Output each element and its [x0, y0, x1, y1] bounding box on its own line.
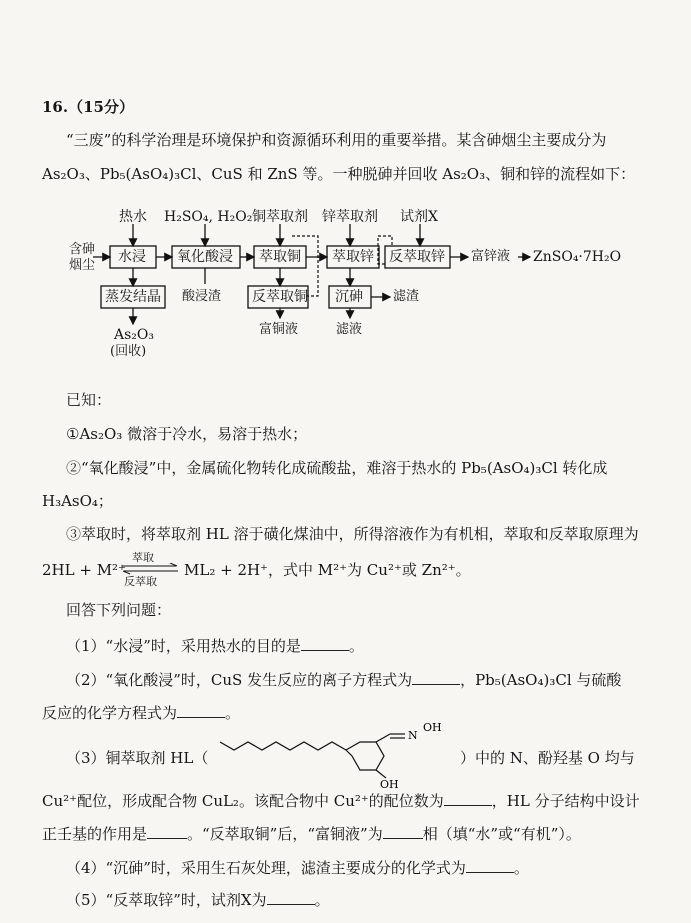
answer-blank-2b[interactable] [177, 703, 225, 718]
label-extract-cu: 萃取铜 [259, 249, 301, 265]
label-extract-zn: 萃取锌 [332, 249, 374, 265]
hl-molecule-structure [210, 720, 460, 790]
question-2a: （2）“氧化酸浸”时，CuS 发生反应的离子方程式为 ，Pb₅(AsO₄)₃Cl 与硫酸 [66, 671, 622, 689]
label-precip-as: 沉砷 [335, 289, 363, 305]
question-number: 16.（15分） [42, 98, 134, 116]
question-2c: 反应的化学方程式为 。 [42, 704, 241, 722]
label-zn-rich: 富锌液 [471, 249, 511, 264]
equation-left: 2HL + M²⁺ [42, 561, 126, 579]
question-3a: （3）铜萃取剂 HL（ [66, 749, 209, 767]
label-cu-rich: 富铜液 [259, 322, 299, 337]
feed-label-1: 含砷 [69, 242, 96, 257]
known-2a: ②“氧化酸浸”中，金属硫化物转化成硫酸盐，难溶于热水的 Pb₅(AsO₄)₃Cl 转化成 [66, 459, 608, 477]
question-3e: 正壬基的作用是 。“反萃取铜”后，“富铜液”为 相（填“水”或“有机”）。 [42, 825, 581, 843]
question-1: （1）“水浸”时，采用热水的目的是 。 [66, 637, 364, 655]
equation-arrow-top: 萃取 [132, 551, 154, 564]
answer-blank-3c[interactable] [383, 824, 423, 839]
answer-blank-3a[interactable] [444, 791, 492, 806]
reagent-acid: H₂SO₄, H₂O₂ [164, 209, 253, 225]
intro-line-1: “三废”的科学治理是环境保护和资源循环利用的重要举措。某含砷烟尘主要成分为 [66, 131, 607, 149]
molecule-oh-top: OH [423, 721, 442, 734]
equation-right: ML₂ + 2H⁺，式中 M²⁺为 Cu²⁺或 Zn²⁺。 [184, 561, 471, 579]
molecule-n-label: N [408, 729, 418, 742]
label-oxid-leach: 氧化酸浸 [177, 249, 233, 265]
known-title: 已知： [66, 391, 112, 409]
question-3c: Cu²⁺配位，形成配合物 CuL₂。该配合物中 Cu²⁺的配位数为 ，HL 分子结构中设计 [42, 792, 640, 810]
answer-blank-4[interactable] [466, 858, 514, 873]
feed-label-2: 烟尘 [69, 258, 96, 273]
label-as2o3: As₂O₃ [114, 327, 154, 343]
answer-blank-5[interactable] [267, 890, 315, 905]
label-evap: 蒸发结晶 [105, 289, 161, 305]
label-filtrate: 滤液 [336, 322, 363, 337]
answer-blank-1[interactable] [301, 636, 349, 651]
label-product: ZnSO₄·7H₂O [533, 249, 622, 265]
label-residue: 滤渣 [393, 289, 420, 304]
question-5: （5）“反萃取锌”时，试剂X为 。 [66, 891, 330, 909]
label-acid-residue: 酸浸渣 [182, 289, 222, 304]
known-2b: H₃AsO₄； [42, 492, 113, 510]
answer-blank-3b[interactable] [147, 824, 187, 839]
label-recycle: (回收) [110, 344, 147, 359]
reagent-hot-water: 热水 [119, 209, 147, 225]
reagent-x: 试剂X [400, 209, 438, 225]
label-back-cu: 反萃取铜 [252, 289, 308, 305]
question-3b: ）中的 N、酚羟基 O 均与 [460, 749, 635, 767]
reagent-zn-extractant: 锌萃取剂 [322, 209, 378, 225]
reagent-cu-extractant: 铜萃取剂 [252, 209, 308, 225]
label-back-zn: 反萃取锌 [389, 249, 445, 265]
intro-line-2: As₂O₃、Pb₅(AsO₄)₃Cl、CuS 和 ZnS 等。一种脱砷并回收 As₂O₃、铜和锌的流程如下： [42, 165, 636, 183]
question-4: （4）“沉砷”时，采用生石灰处理，滤渣主要成分的化学式为 。 [66, 859, 529, 877]
molecule-oh-bottom: OH [380, 778, 399, 790]
label-water-leach: 水浸 [118, 249, 146, 265]
answer-prompt: 回答下列问题： [66, 601, 172, 619]
known-1: ①As₂O₃ 微溶于冷水，易溶于热水； [66, 425, 308, 443]
known-3a: ③萃取时，将萃取剂 HL 溶于磺化煤油中，所得溶液作为有机相，萃取和反萃取原理为 [66, 525, 639, 543]
answer-blank-2a[interactable] [412, 670, 460, 685]
equation-arrow-bottom: 反萃取 [124, 575, 157, 588]
